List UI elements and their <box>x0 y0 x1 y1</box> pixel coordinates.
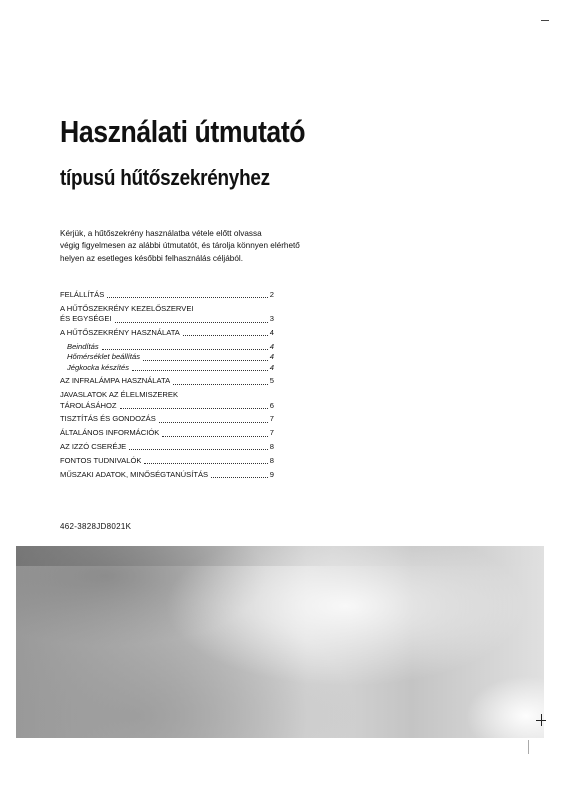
document-subtitle: típusú hűtőszekrényhez <box>60 165 270 190</box>
toc-label: JAVASLATOK AZ ÉLELMISZEREK <box>60 390 179 400</box>
toc-label: Beindítás <box>67 341 99 351</box>
toc-label: ÉS EGYSÉGEI <box>60 314 112 324</box>
toc-leader <box>102 349 268 350</box>
intro-line: helyen az esetleges későbbi felhasználás céljából. <box>60 253 243 263</box>
toc-leader <box>107 297 267 298</box>
toc-page-number: 7 <box>269 428 274 438</box>
cover-photo <box>16 546 544 738</box>
toc-page-number: 3 <box>269 314 274 324</box>
toc-leader <box>211 477 268 478</box>
toc-label: AZ IZZÓ CSERÉJE <box>60 442 127 451</box>
toc-leader <box>144 463 267 464</box>
crop-mark-bottom <box>528 740 529 754</box>
toc-entry-tisztitas <box>60 414 274 424</box>
document-title: Használati útmutató <box>60 114 306 149</box>
toc-label: ÁLTALÁNOS INFORMÁCIÓK <box>60 428 160 438</box>
toc-subentry-homerseklet <box>60 352 274 362</box>
toc-label: TÁROLÁSÁHOZ <box>60 400 117 410</box>
toc-label: A HŰTŐSZEKRÉNY KEZELŐSZERVEI <box>60 303 194 313</box>
toc-entry-altalanos <box>60 428 274 438</box>
toc-subentry-beinditas <box>60 342 274 352</box>
toc-leader <box>143 360 268 361</box>
toc-leader <box>129 449 268 450</box>
toc-leader <box>183 335 268 336</box>
toc-entry-muszaki <box>60 470 274 480</box>
toc-entry-kezeloszervei <box>60 304 274 325</box>
crop-mark-top <box>541 20 549 21</box>
document-code: 462-3828JD8021K <box>60 522 132 531</box>
toc-entry-felallitas <box>60 290 274 300</box>
toc-entry-infralampa <box>60 376 274 386</box>
toc-label: MŰSZAKI ADATOK, MINŐSÉGTANÚSÍTÁS <box>60 469 209 479</box>
toc-leader <box>159 422 268 423</box>
toc-page-number: 4 <box>269 352 274 362</box>
toc-leader <box>162 436 267 437</box>
toc-label: AZ INFRALÁMPA HASZNÁLATA <box>60 376 171 386</box>
toc-page-number: 8 <box>269 455 274 465</box>
toc-page-number: 8 <box>269 442 274 451</box>
toc-subentry-jegkocka <box>60 363 274 373</box>
toc-page-number: 2 <box>269 290 274 299</box>
table-of-contents <box>60 290 274 480</box>
toc-label: FELÁLLÍTÁS <box>60 290 105 299</box>
toc-leader <box>120 408 268 409</box>
toc-page-number: 4 <box>269 341 274 351</box>
toc-page-number: 4 <box>269 362 274 372</box>
toc-page-number: 9 <box>269 469 274 479</box>
toc-label: Jégkocka készítés <box>67 362 130 372</box>
toc-entry-javaslatok <box>60 390 274 411</box>
toc-leader <box>173 384 268 385</box>
toc-label: A HŰTŐSZEKRÉNY HASZNÁLATA <box>60 328 180 337</box>
toc-page-number: 6 <box>269 400 274 410</box>
toc-label: FONTOS TUDNIVALÓK <box>60 455 142 465</box>
intro-line: végig figyelmesen az alábbi útmutatót, és tárolja könnyen elérhető <box>60 241 300 251</box>
toc-entry-fontos <box>60 456 274 466</box>
intro-paragraph <box>60 228 360 265</box>
toc-leader <box>132 370 268 371</box>
toc-leader <box>115 322 268 323</box>
intro-line: Kérjük, a hűtőszekrény használatba vétele előtt olvassa <box>60 229 262 238</box>
toc-label: TISZTÍTÁS ÉS GONDOZÁS <box>60 414 156 424</box>
photo-shading <box>16 546 544 566</box>
toc-label: Hőmérséklet beállítás <box>67 352 141 362</box>
toc-page-number: 5 <box>269 376 274 386</box>
toc-entry-izzo <box>60 442 274 452</box>
toc-page-number: 4 <box>269 328 274 337</box>
crop-mark-right-horizontal <box>536 720 546 721</box>
toc-page-number: 7 <box>269 414 274 424</box>
toc-entry-hasznalata <box>60 328 274 338</box>
